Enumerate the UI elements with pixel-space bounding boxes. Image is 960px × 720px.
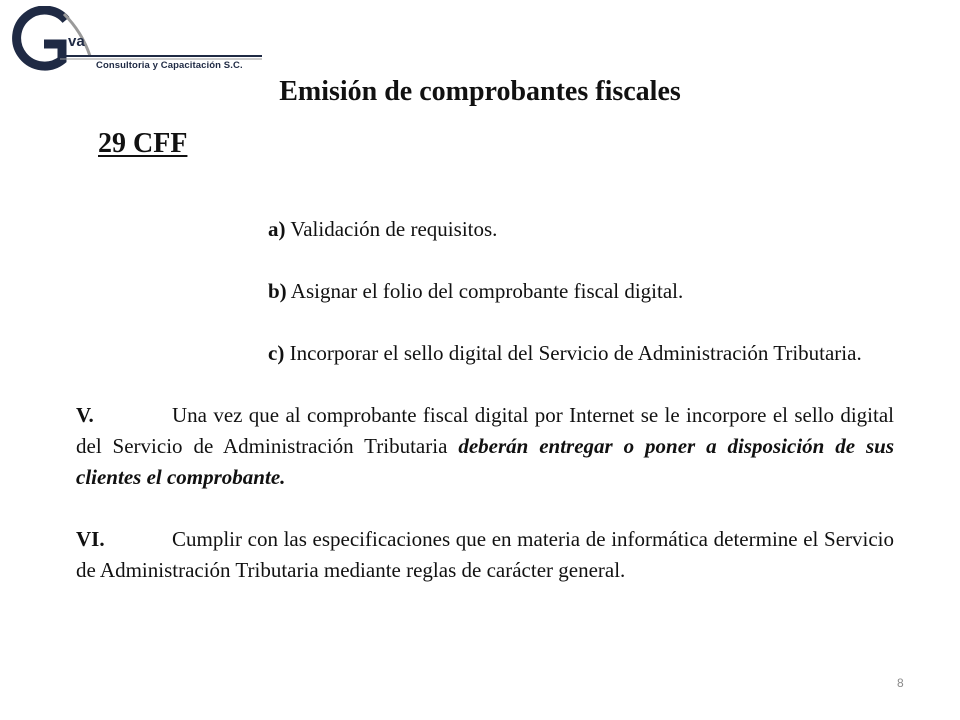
- item-a: [76, 214, 894, 245]
- item-c-text: Incorporar el sello digital del Servicio de Administración Tributaria.: [284, 341, 862, 365]
- section-v-emphasis: deberán entregar o poner a disposición de sus clientes el comprobante.: [76, 434, 894, 489]
- section-v: [76, 400, 894, 493]
- page-subtitle: 29 CFF: [98, 128, 188, 159]
- section-vi: [76, 524, 894, 586]
- item-b: [76, 276, 894, 307]
- body-content: [76, 214, 894, 586]
- item-b-text: Asignar el folio del comprobante fiscal digital.: [286, 279, 684, 303]
- section-v-label: V.: [76, 403, 94, 427]
- page-title: Emisión de comprobantes fiscales: [279, 76, 681, 107]
- item-a-text: Validación de requisitos.: [285, 217, 498, 241]
- section-vi-text: Cumplir con las especificaciones que en materia de informática determine el Servicio de Administración Tributaria mediante reglas de carácter general.: [76, 527, 894, 582]
- logo-letters: va: [68, 33, 85, 50]
- item-c: [76, 338, 894, 369]
- section-v-text: Una vez que al comprobante fiscal digital por Internet se le incorpore el sello digital del Servicio de Administración Tributaria: [76, 403, 894, 458]
- section-vi-label: VI.: [76, 527, 105, 551]
- item-b-label: b): [268, 279, 287, 303]
- company-logo: [4, 6, 266, 76]
- logo-company-name: Consultoria y Capacitación S.C.: [96, 60, 243, 71]
- item-c-label: c): [268, 341, 285, 365]
- item-a-label: a): [268, 217, 286, 241]
- page-number: 8: [897, 676, 904, 690]
